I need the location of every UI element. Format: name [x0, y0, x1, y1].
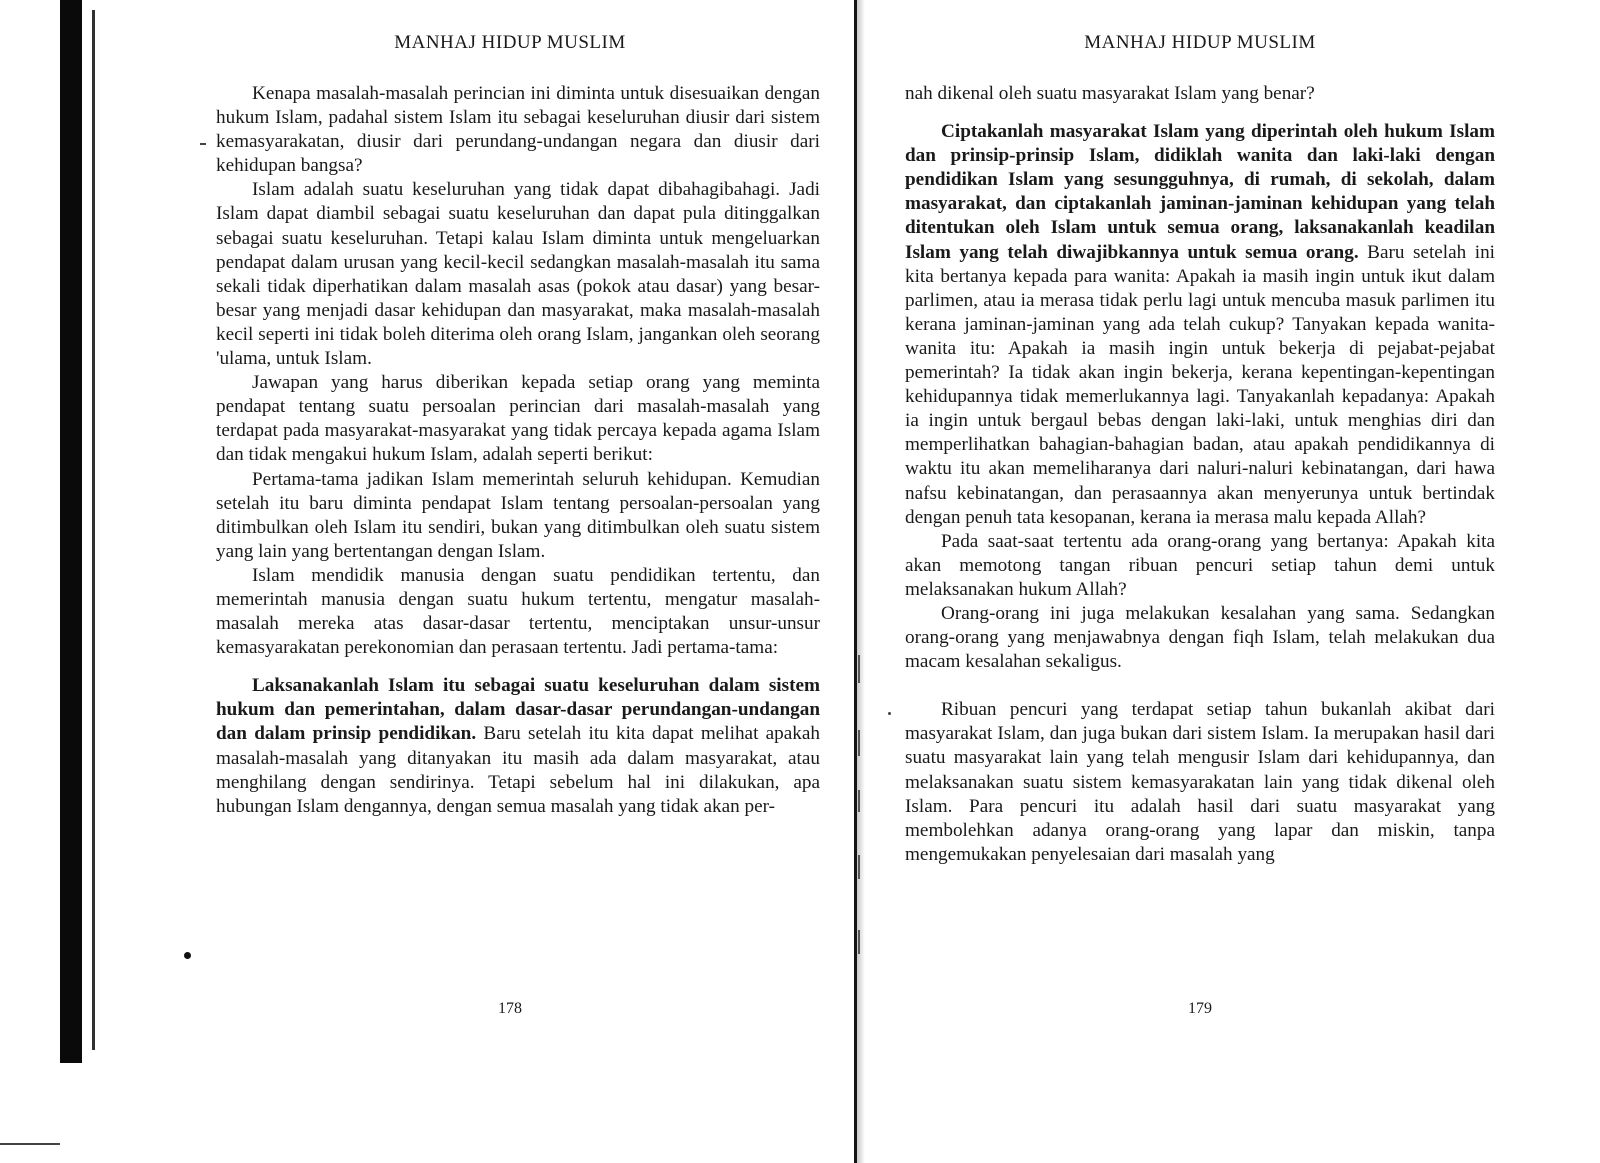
binding-edge-line [92, 10, 95, 1050]
running-head-left: MANHAJ HIDUP MUSLIM [394, 32, 626, 53]
binding-edge-shadow [60, 0, 82, 1063]
paragraph: Orang-orang ini juga melakukan kesalahan yang sama. Sedangkan orang-orang yang menjawabnya dengan fiqh Islam, telah melakukan dua macam kesalahan sekaligus. [905, 602, 1495, 673]
paragraph: Pertama-tama jadikan Islam memerintah seluruh kehidupan. Kemudian setelah itu baru diminta pendapat Islam tentang persoalan-persoalan yang ditimbulkan oleh Islam itu sendiri, bukan yang ditimbulkan oleh suatu sistem yang lain yang bertentangan dengan Islam. [216, 468, 820, 562]
paragraph: Jawapan yang harus diberikan kepada setiap orang yang meminta pendapat tentang suatu persoalan perincian dari masalah-masalah yang terdapat pada masyarakat-masyarakat yang tidak percaya kepada agama Islam dan tidak mengakui hukum Islam, adalah seperti berikut: [216, 372, 820, 466]
right-page [905, 0, 1495, 1163]
paragraph-continued: nah dikenal oleh suatu masyarakat Islam yang benar? [905, 83, 1315, 104]
paragraph-continuation: Baru setelah itu kita dapat melihat apakah masalah-masalah yang ditanyakan itu masih ada dalam masyarakat, atau menghilang dengan sendirinya. Tetapi sebelum hal ini dilakukan, apa hubungan Islam dengannya, dengan semua masalah yang tidak akan per- [216, 723, 820, 817]
scan-speck [858, 855, 860, 879]
scan-speck [888, 712, 891, 715]
paragraph: Ribuan pencuri yang terdapat setiap tahun bukanlah akibat dari masyarakat Islam, dan juga bukan dari sistem Islam. Ia merupakan hasil dari suatu masyarakat lain yang telah mengusir Islam dari kehidupannya, dan melaksanakan suatu sistem kemasyarakatan lain yang tidak dikenal oleh Islam. Para pencuri itu adalah hasil dari suatu masyarakat yang membolehkan adanya orang-orang yang lapar dan miskin, tanpa mengemukakan penyelesaian dari masalah yang [905, 699, 1495, 865]
page-number-right: 179 [1188, 1000, 1212, 1017]
left-page-body [216, 82, 820, 819]
paragraph: Islam mendidik manusia dengan suatu pendidikan tertentu, dan memerintah manusia dengan suatu hukum tertentu, mengatur masalah-masalah mereka atas dasar-dasar tertentu, menciptakan unsur-unsur kemasyarakatan perekonomian dan perasaan tertentu. Jadi pertama-tama: [216, 564, 820, 659]
scan-speck [858, 930, 860, 954]
paragraph: Pada saat-saat tertentu ada orang-orang yang bertanya: Apakah kita akan memotong tangan ribuan pencuri setiap tahun demi untuk melaksanakan hukum Allah? [905, 530, 1495, 600]
scan-edge-mark [0, 1143, 60, 1145]
margin-bullet-icon [184, 952, 191, 959]
right-page-body [905, 82, 1495, 867]
paragraph-emphasis [216, 674, 820, 819]
paragraph-continuation: Baru setelah ini kita bertanya kepada para wanita: Apakah ia masih ingin untuk ikut dalam parlimen, atau ia merasa tidak perlu lagi untuk mencuba masuk parlimen itu kerana jaminan-jaminan yang ada telah cukup? Tanyakan kepada wanita-wanita itu: Apakah ia masih ingin untuk bekerja di pejabat-pejabat pemerintah? Ia tidak akan ingin bekerja, kerana kepentingan-kepentingan kehidupannya tidak memerlukannya lagi. Tanyakanlah kepadanya: Apakah ia ingin untuk bergaul bebas dengan laki-laki, untuk menghias diri dan memperlihatkan bahagian-bahagian badan, atau apakah pendidikannya di waktu itu akan memeliharanya dari naluri-naluri kebinatangan, dari hawa nafsu kebinatangan, dan perasaannya akan menyerunya untuk bertindak dengan penuh tata kesopanan, kerana ia merasa malu kepada Allah? [905, 241, 1496, 528]
paragraph-emphasis [905, 120, 1495, 530]
page-number-left: 178 [498, 1000, 522, 1017]
paragraph: Islam adalah suatu keseluruhan yang tidak dapat dibahagibahagi. Jadi Islam dapat diambil sebagai suatu keseluruhan dan dapat pula ditinggalkan sebagai suatu keseluruhan. Tetapi kalau Islam diminta untuk mengeluarkan pendapat dalam urusan yang kecil-kecil sedangkan masalah-masalah itu sama sekali tidak diperhatikan dalam masalah asas (pokok atau dasar) yang besar-besar yang menjadi dasar kehidupan dan masyarakat, maka masalah-masalah kecil seperti ini tidak boleh diterima oleh orang Islam, jangankan oleh seorang 'ulama, untuk Islam. [216, 179, 820, 370]
scan-speck [858, 730, 860, 756]
left-page [200, 0, 820, 1163]
scan-speck [858, 655, 860, 683]
paragraph: Kenapa masalah-masalah perincian ini diminta untuk disesuaikan dengan hukum Islam, padahal sistem Islam itu sebagai keseluruhan diusir dari sistem kemasyarakatan, diusir dari perundang-undangan negara dan diusir dari kehidupan bangsa? [216, 83, 820, 177]
bold-emphasis: Ciptakanlah masyarakat Islam yang diperintah oleh hukum Islam dan prinsip-prinsip Islam, didiklah wanita dan laki-laki dengan pendidikan Islam yang sesungguhnya, di rumah, di sekolah, dalam masyarakat, dan ciptakanlah jaminan-jaminan kehidupan yang telah ditentukan oleh Islam untuk semua orang, laksanakanlah keadilan Islam yang telah diwajibkannya untuk semua orang. [905, 121, 1495, 263]
bold-emphasis: Laksanakanlah Islam itu sebagai suatu keseluruhan dalam sistem hukum dan pemerintahan, dalam dasar-dasar perundangan-undangan dan dalam prinsip pendidikan. [216, 675, 820, 745]
scan-speck [858, 790, 860, 812]
gutter-shadow [857, 0, 865, 1163]
running-head-right: MANHAJ HIDUP MUSLIM [1084, 32, 1316, 53]
scan-speck [200, 143, 206, 145]
